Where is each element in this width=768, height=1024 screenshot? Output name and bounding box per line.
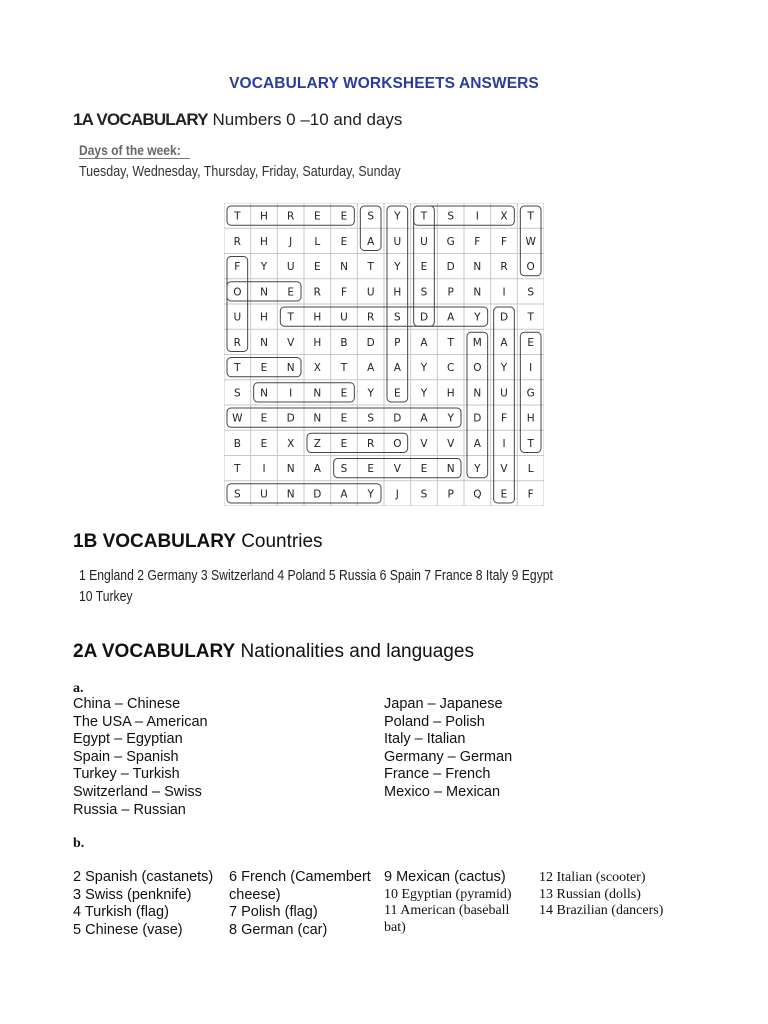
grid-letter: H bbox=[526, 412, 535, 425]
grid-letter: D bbox=[393, 412, 402, 425]
grid-letter: X bbox=[313, 362, 321, 375]
grid-letter: F bbox=[527, 488, 534, 501]
grid-letter: U bbox=[286, 261, 295, 274]
grid-letter: R bbox=[233, 235, 241, 248]
grid-letter: S bbox=[527, 286, 535, 299]
grid-letter: D bbox=[419, 311, 429, 324]
list-item: 13 Russian (dolls) bbox=[539, 886, 641, 902]
grid-letter: T bbox=[527, 210, 534, 223]
grid-letter: P bbox=[447, 286, 454, 299]
grid-letter: R bbox=[367, 437, 375, 450]
grid-letter: U bbox=[366, 286, 375, 299]
word-search-svg bbox=[224, 203, 544, 506]
grid-letter: H bbox=[260, 311, 268, 324]
list-item: cheese) bbox=[229, 886, 281, 903]
grid-letter: V bbox=[287, 336, 295, 349]
grid-letter: T bbox=[234, 210, 241, 223]
list-item: 3 Swiss (penknife) bbox=[73, 886, 192, 903]
grid-letter: U bbox=[500, 387, 508, 400]
grid-letter: E bbox=[260, 437, 268, 450]
grid-letter: A bbox=[500, 336, 508, 349]
grid-letter: I bbox=[502, 286, 506, 299]
grid-letter: C bbox=[446, 362, 455, 375]
grid-letter: U bbox=[340, 311, 348, 324]
nationalities-right-list bbox=[384, 696, 512, 802]
document-title: VOCABULARY WORKSHEETS ANSWERS bbox=[229, 75, 539, 92]
grid-letter: T bbox=[340, 362, 348, 375]
part-a-label: a. bbox=[73, 681, 84, 696]
grid-letter: E bbox=[287, 286, 294, 299]
grid-letter: R bbox=[313, 286, 321, 299]
nationalities-left-list bbox=[73, 696, 208, 819]
list-item: 6 French (Camembert bbox=[229, 869, 371, 885]
section-2a-label: 2A VOCABULARY bbox=[73, 641, 236, 662]
grid-letter: Y bbox=[500, 362, 508, 375]
list-item: 2 Spanish (castanets) bbox=[73, 869, 214, 885]
list-item: Italy – Italian bbox=[384, 731, 466, 748]
section-2a-heading bbox=[73, 641, 474, 663]
grid-letter: L bbox=[527, 463, 534, 476]
days-of-week-answer: Tuesday, Wednesday, Thursday, Friday, Saturday, Sunday bbox=[79, 164, 401, 180]
grid-letter: D bbox=[366, 336, 375, 349]
grid-letter: R bbox=[500, 261, 508, 274]
grid-letter: V bbox=[393, 463, 401, 476]
grid-letter: V bbox=[447, 437, 455, 450]
grid-letter: T bbox=[527, 311, 534, 324]
list-item: 5 Chinese (vase) bbox=[73, 921, 183, 938]
grid-letter: S bbox=[420, 488, 428, 501]
grid-letter: O bbox=[233, 286, 242, 299]
grid-letter: Y bbox=[420, 387, 428, 400]
grid-letter: X bbox=[287, 437, 295, 450]
grid-letter: F bbox=[340, 286, 348, 299]
grid-letter: E bbox=[314, 210, 321, 223]
grid-letter: E bbox=[340, 387, 348, 400]
grid-letter: D bbox=[313, 488, 322, 501]
grid-letter: R bbox=[287, 210, 295, 223]
grid-letter: Y bbox=[260, 261, 268, 274]
grid-letter: N bbox=[260, 387, 268, 400]
grid-letter: A bbox=[393, 362, 401, 375]
grid-letter: S bbox=[393, 311, 401, 324]
grid-letter: H bbox=[260, 235, 268, 248]
section-2a-subtitle: Nationalities and languages bbox=[240, 641, 474, 662]
grid-letter: H bbox=[260, 210, 268, 223]
grid-letter: E bbox=[367, 463, 374, 476]
grid-letter: E bbox=[340, 235, 348, 248]
grid-letter: A bbox=[420, 412, 428, 425]
grid-letter: N bbox=[286, 463, 295, 476]
grid-letter: A bbox=[447, 311, 455, 324]
grid-letter: V bbox=[420, 437, 428, 450]
grid-letter: J bbox=[395, 488, 399, 501]
grid-letter: R bbox=[233, 336, 241, 349]
grid-letter: P bbox=[447, 488, 454, 501]
part-b-column-1 bbox=[73, 869, 213, 939]
grid-letter: E bbox=[340, 210, 348, 223]
countries-answer-line-1: 1 England 2 Germany 3 Switzerland 4 Poland 5 Russia 6 Spain 7 France 8 Italy 9 Egypt bbox=[79, 568, 553, 584]
grid-letter: A bbox=[473, 437, 481, 450]
part-b-column-2 bbox=[229, 869, 371, 939]
list-item: China – Chinese bbox=[73, 696, 181, 712]
grid-letter: T bbox=[420, 210, 428, 223]
grid-letter: U bbox=[233, 311, 242, 324]
grid-letter: U bbox=[393, 235, 402, 248]
list-item: 10 Egyptian (pyramid) bbox=[384, 886, 512, 902]
grid-letter: N bbox=[260, 286, 268, 299]
grid-letter: A bbox=[313, 463, 321, 476]
grid-letter: T bbox=[527, 437, 534, 450]
list-item: 11 American (baseball bbox=[384, 903, 510, 919]
grid-letter: O bbox=[393, 437, 402, 450]
grid-letter: N bbox=[286, 488, 295, 501]
grid-letter: Q bbox=[473, 488, 482, 501]
grid-letter: T bbox=[447, 336, 454, 349]
grid-letter: S bbox=[233, 488, 241, 501]
section-1a-label: 1A VOCABULARY bbox=[73, 110, 208, 129]
grid-letter: H bbox=[446, 387, 455, 400]
list-item: Japan – Japanese bbox=[384, 696, 503, 712]
list-item: Germany – German bbox=[384, 748, 513, 765]
grid-letter: G bbox=[526, 387, 535, 400]
grid-letter: N bbox=[313, 412, 322, 425]
grid-letter: D bbox=[446, 261, 455, 274]
grid-letter: N bbox=[340, 261, 348, 274]
grid-letter: U bbox=[420, 235, 428, 248]
grid-letter: W bbox=[232, 412, 243, 425]
list-item: 9 Mexican (cactus) bbox=[384, 869, 506, 885]
grid-letter: Y bbox=[394, 210, 401, 223]
grid-letter: G bbox=[446, 235, 455, 248]
grid-letter: D bbox=[286, 412, 295, 425]
grid-letter: D bbox=[499, 311, 509, 324]
grid-letter: Y bbox=[367, 488, 374, 501]
list-item: 7 Polish (flag) bbox=[229, 904, 318, 921]
part-b-column-3 bbox=[384, 869, 512, 936]
grid-letter: J bbox=[289, 235, 293, 248]
countries-answer-line-2: 10 Turkey bbox=[79, 589, 133, 605]
section-1b-label: 1B VOCABULARY bbox=[73, 531, 236, 552]
grid-letter: H bbox=[393, 286, 402, 299]
grid-letter: L bbox=[314, 235, 321, 248]
grid-letter: Z bbox=[313, 437, 321, 450]
grid-letter: E bbox=[394, 387, 401, 400]
grid-letter: E bbox=[314, 261, 321, 274]
grid-letter: N bbox=[286, 362, 295, 375]
grid-letter: I bbox=[289, 387, 293, 400]
grid-letter: W bbox=[525, 235, 536, 248]
grid-letter: S bbox=[420, 286, 428, 299]
part-b-column-4 bbox=[539, 870, 663, 920]
grid-letter: E bbox=[340, 437, 348, 450]
grid-letter: F bbox=[234, 261, 241, 274]
grid-letter: E bbox=[260, 362, 268, 375]
grid-letter: A bbox=[367, 362, 375, 375]
grid-letter: E bbox=[500, 488, 508, 501]
list-item: The USA – American bbox=[73, 713, 208, 730]
grid-letter: Y bbox=[447, 412, 454, 425]
grid-letter: F bbox=[500, 412, 508, 425]
grid-letter: B bbox=[233, 437, 241, 450]
grid-letter: F bbox=[500, 235, 508, 248]
grid-letter: E bbox=[260, 412, 268, 425]
grid-letter: H bbox=[313, 336, 322, 349]
grid-letter: A bbox=[340, 488, 348, 501]
grid-letter: Y bbox=[394, 261, 401, 274]
list-item: France – French bbox=[384, 766, 491, 783]
list-item: Mexico – Mexican bbox=[384, 783, 501, 800]
grid-letter: E bbox=[340, 412, 348, 425]
grid-letter: O bbox=[526, 261, 535, 274]
list-item: Spain – Spanish bbox=[73, 748, 179, 765]
grid-letter: R bbox=[367, 311, 375, 324]
grid-letter: I bbox=[262, 463, 266, 476]
grid-letter: A bbox=[420, 336, 428, 349]
grid-letter: Y bbox=[367, 387, 374, 400]
grid-letter: X bbox=[500, 210, 508, 223]
list-item: Switzerland – Swiss bbox=[73, 783, 202, 800]
grid-letter: N bbox=[473, 286, 482, 299]
grid-letter: I bbox=[502, 437, 506, 450]
grid-letter: H bbox=[313, 311, 322, 324]
section-1a-heading bbox=[73, 110, 402, 130]
grid-letter: S bbox=[367, 412, 375, 425]
grid-letter: M bbox=[472, 336, 482, 349]
grid-letter: F bbox=[474, 235, 481, 248]
grid-letter: T bbox=[367, 261, 374, 274]
grid-letter: N bbox=[473, 387, 482, 400]
grid-letter: D bbox=[473, 412, 482, 425]
list-item: 14 Brazilian (dancers) bbox=[539, 903, 664, 918]
grid-letter: N bbox=[473, 261, 482, 274]
grid-letter: N bbox=[313, 387, 322, 400]
grid-letter: S bbox=[447, 210, 455, 223]
grid-letter: T bbox=[287, 311, 294, 324]
part-b-label: b. bbox=[73, 836, 85, 851]
grid-letter: S bbox=[233, 387, 241, 400]
grid-letter: U bbox=[260, 488, 268, 501]
days-of-week-label: Days of the week: bbox=[79, 142, 181, 158]
list-item: bat) bbox=[384, 919, 406, 935]
list-item: 12 Italian (scooter) bbox=[539, 870, 646, 885]
grid-letter: N bbox=[260, 336, 268, 349]
list-item: Egypt – Egyptian bbox=[73, 731, 183, 748]
grid-letter: B bbox=[340, 336, 348, 349]
grid-letter: N bbox=[446, 463, 455, 476]
grid-letter: T bbox=[234, 463, 241, 476]
grid-letter: I bbox=[529, 362, 533, 375]
grid-letter: A bbox=[367, 235, 375, 248]
grid-letter: O bbox=[473, 362, 482, 375]
list-item: 8 German (car) bbox=[229, 921, 328, 938]
list-item: Russia – Russian bbox=[73, 801, 186, 818]
grid-letter: Y bbox=[420, 362, 428, 375]
grid-letter: E bbox=[420, 261, 428, 274]
word-search-grid bbox=[224, 203, 544, 506]
list-item: 4 Turkish (flag) bbox=[73, 904, 169, 921]
grid-letter: I bbox=[475, 210, 479, 223]
grid-letter: Y bbox=[474, 463, 481, 476]
days-label-underline bbox=[79, 158, 190, 159]
grid-letter: V bbox=[500, 463, 508, 476]
list-item: Poland – Polish bbox=[384, 713, 485, 730]
grid-letter: T bbox=[234, 362, 241, 375]
section-1b-heading bbox=[73, 531, 323, 553]
grid-letter: S bbox=[340, 463, 348, 476]
grid-letter: P bbox=[394, 336, 401, 349]
section-1b-subtitle: Countries bbox=[241, 531, 323, 552]
grid-letter: E bbox=[420, 463, 428, 476]
grid-letter: E bbox=[527, 336, 534, 349]
section-1a-subtitle: Numbers 0 –10 and days bbox=[212, 110, 403, 129]
grid-letter: Y bbox=[474, 311, 481, 324]
grid-letter: S bbox=[367, 210, 375, 223]
list-item: Turkey – Turkish bbox=[73, 766, 180, 783]
